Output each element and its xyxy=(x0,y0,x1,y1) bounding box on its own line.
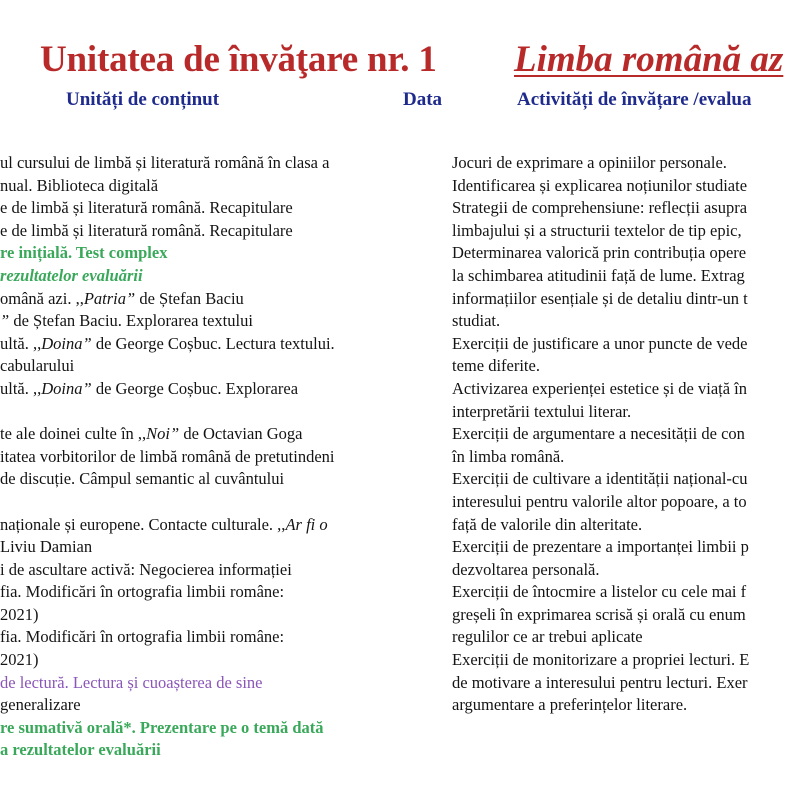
learning-activities-column xyxy=(452,152,800,717)
content-unit-text: rezultatelor evaluării xyxy=(0,265,143,285)
content-unit-text: 2021) xyxy=(0,604,39,624)
content-unit-line xyxy=(0,717,420,740)
content-unit-line xyxy=(0,626,420,649)
content-unit-text: ul cursului de limbă și literatură română în clasa a xyxy=(0,153,330,172)
content-unit-line xyxy=(0,536,420,559)
content-unit-line xyxy=(0,581,420,604)
content-unit-line xyxy=(0,310,420,333)
activity-line: Jocuri de exprimare a opiniilor personale. xyxy=(452,153,727,172)
content-unit-text: generalizare xyxy=(0,695,81,715)
content-unit-text: fia. Modificări în ortografia limbii române: xyxy=(0,582,285,602)
content-unit-line xyxy=(0,604,420,627)
content-unit-line xyxy=(0,378,420,401)
content-unit-line xyxy=(0,152,420,175)
content-unit-line xyxy=(0,739,420,762)
activity-line: argumentare a preferințelor literare. xyxy=(452,695,688,715)
content-unit-line xyxy=(0,468,420,491)
content-unit-text: i de ascultare activă: Negocierea informației xyxy=(0,559,292,579)
activity-line: Exerciții de monitorizare a propriei lecturi. E xyxy=(452,650,750,670)
activity-line: interpretării textului literar. xyxy=(452,401,632,421)
activity-line: Exerciții de cultivare a identității național-cu xyxy=(452,469,748,489)
activity-line: Activizarea experienței estetice și de viață în xyxy=(452,378,748,398)
activity-line: Identificarea și explicarea noțiunilor studiate xyxy=(452,175,748,195)
activity-line: față de valorile din alteritate. xyxy=(452,514,643,534)
content-unit-text: e de limbă și literatură română. Recapitulare xyxy=(0,198,293,218)
content-unit-text: Ar fi o xyxy=(285,514,328,534)
content-unit-text: de Ștefan Baciu xyxy=(135,288,244,308)
activity-line: studiat. xyxy=(452,311,501,331)
content-unit-text: itatea vorbitorilor de limbă română de pretutindeni xyxy=(0,446,335,466)
activity-line: greșeli în exprimarea scrisă și orală cu enum xyxy=(452,604,746,624)
content-unit-text: ultă. ,, xyxy=(0,378,42,398)
content-unit-line xyxy=(0,333,420,356)
content-unit-text: de discuție. Câmpul semantic al cuvântului xyxy=(0,469,285,489)
content-unit-text: ultă. ,, xyxy=(0,333,42,353)
content-unit-line xyxy=(0,175,420,198)
content-unit-line xyxy=(0,559,420,582)
content-unit-line xyxy=(0,649,420,672)
content-units-column xyxy=(0,152,420,762)
content-unit-line xyxy=(0,423,420,446)
activity-line: Exerciții de întocmire a listelor cu cele mai f xyxy=(452,582,747,602)
content-unit-text: re inițială. Test complex xyxy=(0,243,168,263)
content-unit-line xyxy=(0,694,420,717)
content-unit-text: de lectură. Lectura și cuoașterea de sine xyxy=(0,672,263,692)
content-unit-line xyxy=(0,514,420,537)
activity-line: Strategii de comprehensiune: reflecții asupra xyxy=(452,198,748,218)
content-unit-line xyxy=(0,242,420,265)
content-unit-text: e de limbă și literatură română. Recapitulare xyxy=(0,220,293,240)
content-unit-line xyxy=(0,220,420,243)
activity-line: de motivare a interesului pentru lecturi. Exer xyxy=(452,672,748,692)
unit-title: Unitatea de învăţare nr. 1 xyxy=(40,39,437,80)
content-unit-line xyxy=(0,288,420,311)
content-unit-line xyxy=(0,491,420,514)
content-unit-text: de Ștefan Baciu. Explorarea textului xyxy=(9,311,253,331)
activity-line: dezvoltarea personală. xyxy=(452,559,600,579)
activity-line: Exerciții de prezentare a importanței limbii p xyxy=(452,537,749,557)
activity-line: Exerciții de argumentare a necesității de con xyxy=(452,424,745,444)
content-unit-text: 2021) xyxy=(0,650,39,670)
content-unit-text: Noi” xyxy=(146,424,180,444)
activity-line: în limba română. xyxy=(452,446,565,466)
content-unit-text: Doina” xyxy=(41,378,92,398)
content-unit-line xyxy=(0,265,420,288)
content-unit-text: te ale doinei culte în ,, xyxy=(0,424,147,444)
activity-line: Determinarea valorică prin contribuția opere xyxy=(452,243,747,263)
activity-line: Exerciții de justificare a unor puncte de vede xyxy=(452,333,748,353)
content-unit-line xyxy=(0,197,420,220)
content-unit-text: fia. Modificări în ortografia limbii române: xyxy=(0,627,285,647)
activity-line: la schimbarea atitudinii față de lume. Extrag xyxy=(452,265,745,285)
column-header-activities: Activități de învățare /evalua xyxy=(517,89,752,110)
content-unit-text: de George Coșbuc. Lectura textului. xyxy=(91,333,335,353)
activity-line: teme diferite. xyxy=(452,356,540,376)
content-unit-line xyxy=(0,446,420,469)
unit-topic-title: Limba română az xyxy=(514,39,784,80)
activity-line: interesului pentru valorile altor popoare, a to xyxy=(452,491,747,511)
content-unit-line xyxy=(0,672,420,695)
content-unit-text: omână azi. ,, xyxy=(0,288,84,308)
content-unit-text: Liviu Damian xyxy=(0,537,93,557)
content-unit-text: Patria” xyxy=(83,288,136,308)
activity-line: limbajului și a structurii textelor de tip epic, xyxy=(452,220,742,240)
content-unit-line xyxy=(0,401,420,424)
column-header-date: Data xyxy=(403,89,443,110)
content-unit-text: naționale și europene. Contacte culturale. ,, xyxy=(0,514,286,534)
content-unit-text: re sumativă orală*. Prezentare pe o temă dată xyxy=(0,717,324,737)
content-unit-text: ” xyxy=(0,311,10,331)
content-unit-line xyxy=(0,355,420,378)
content-unit-text: cabularului xyxy=(0,356,75,376)
content-unit-text: nual. Biblioteca digitală xyxy=(0,175,159,195)
content-unit-text: de Octavian Goga xyxy=(179,424,303,444)
column-header-content: Unități de conținut xyxy=(66,89,220,110)
activity-line: regulilor ce ar trebui aplicate xyxy=(452,627,643,647)
content-unit-text: de George Coșbuc. Explorarea xyxy=(91,378,299,398)
content-unit-text: Doina” xyxy=(41,333,92,353)
activity-line: informațiilor esențiale și de detaliu dintr-un t xyxy=(452,288,748,308)
content-unit-text: a rezultatelor evaluării xyxy=(0,740,161,760)
